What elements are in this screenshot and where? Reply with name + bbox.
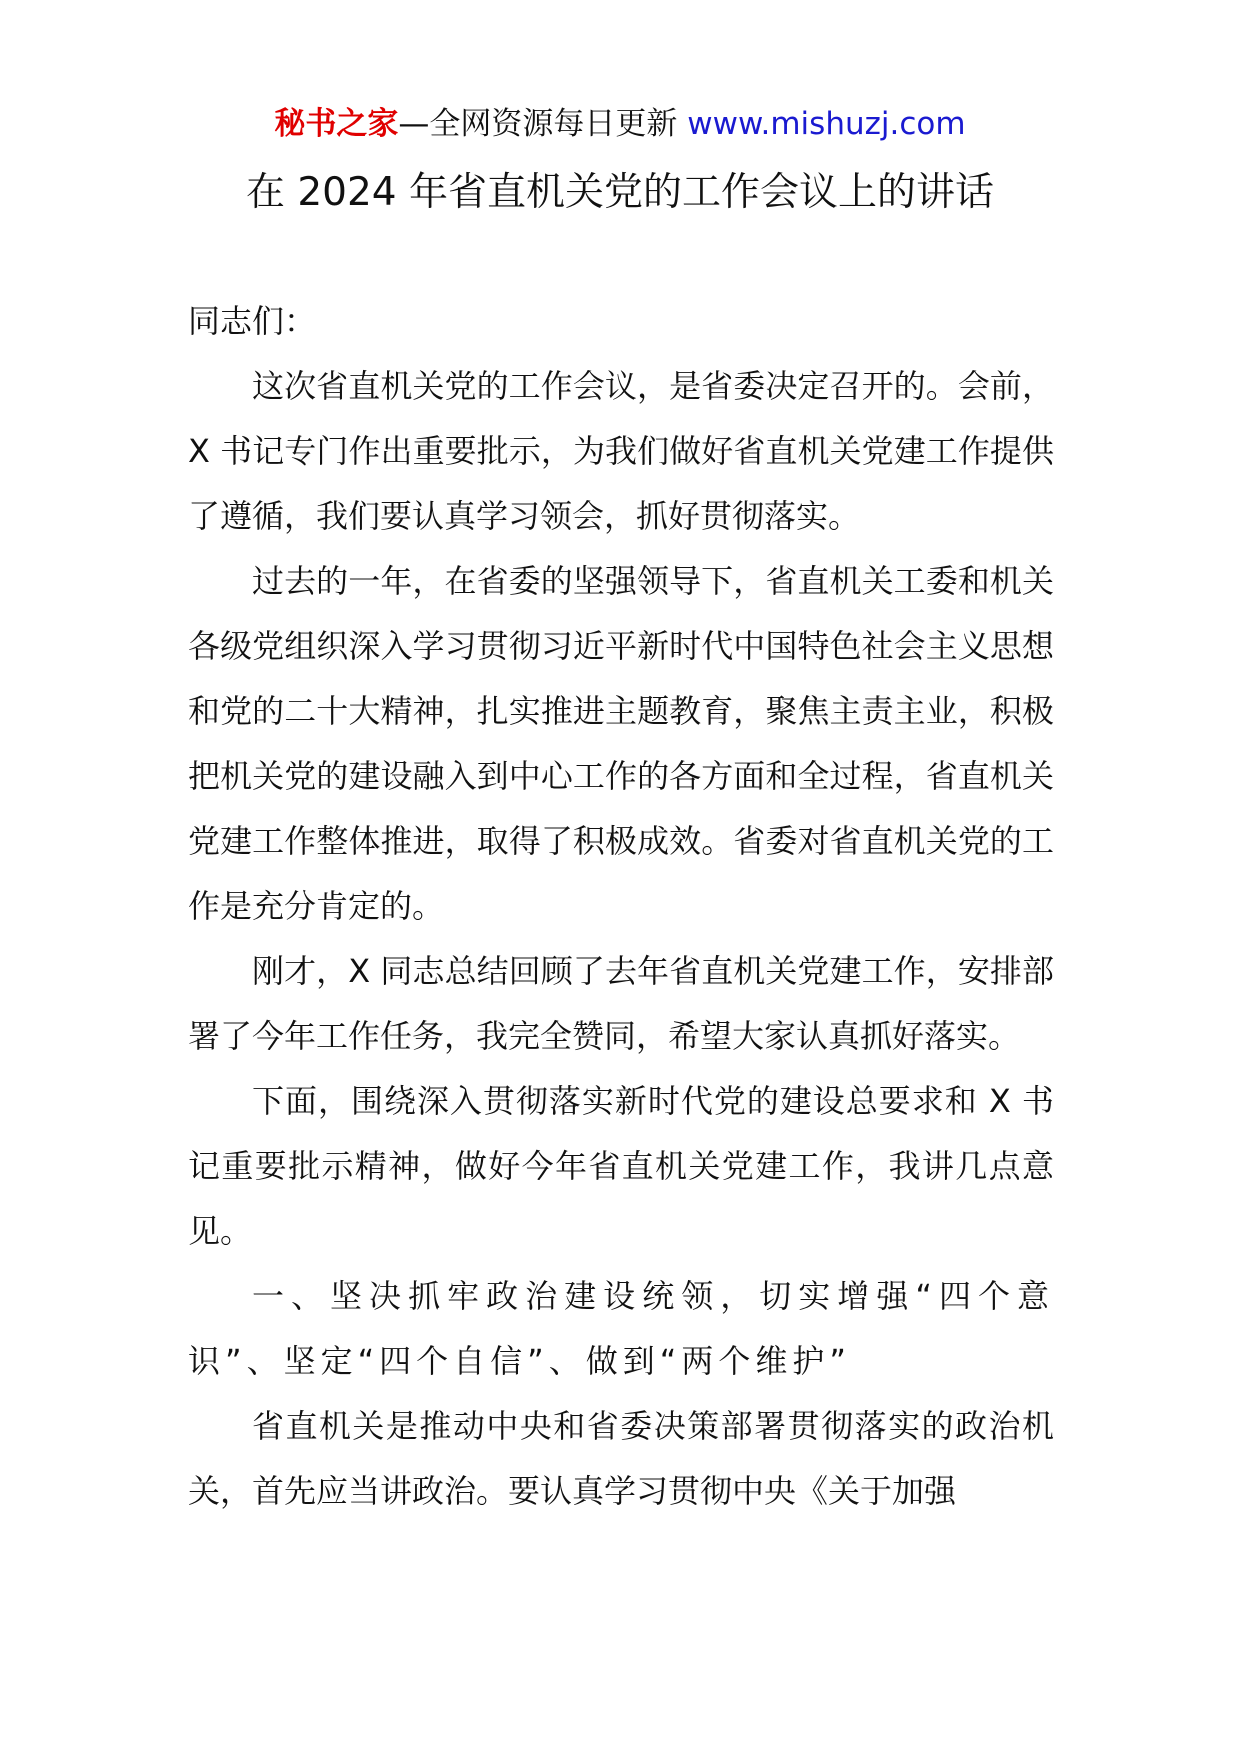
header-slogan: —全网资源每日更新 <box>398 106 688 142</box>
document-title: 在 2024 年省直机关党的工作会议上的讲话 <box>245 170 995 215</box>
site-header <box>0 100 1240 148</box>
paragraph-3: 刚才，X 同志总结回顾了去年省直机关党建工作，安排部署了今年工作任务，我完全赞同，希望大家认真抓好落实。 <box>188 952 1054 1055</box>
paragraph-4: 下面，围绕深入贯彻落实新时代党的建设总要求和 X 书记重要批示精神，做好今年省直机关党建工作，我讲几点意见。 <box>188 1082 1054 1250</box>
paragraph-1: 这次省直机关党的工作会议，是省委决定召开的。会前，X 书记专门作出重要批示，为我们做好省直机关党建工作提供了遵循，我们要认真学习领会，抓好贯彻落实。 <box>188 367 1054 535</box>
brand-name: 秘书之家 <box>274 106 399 142</box>
section-heading-1: 一、坚决抓牢政治建设统领，切实增强“四个意识”、坚定“四个自信”、做到“两个维护” <box>188 1277 1054 1380</box>
document-body <box>188 289 1054 1524</box>
salutation: 同志们： <box>188 302 317 340</box>
section-paragraph-1: 省直机关是推动中央和省委决策部署贯彻落实的政治机关，首先应当讲政治。要认真学习贯彻中央《关于加强 <box>188 1407 1054 1510</box>
site-url-link[interactable]: www.mishuzj.com <box>687 106 966 142</box>
paragraph-2: 过去的一年，在省委的坚强领导下，省直机关工委和机关各级党组织深入学习贯彻习近平新时代中国特色社会主义思想和党的二十大精神，扎实推进主题教育，聚焦主责主业，积极把机关党的建设融入到中心工作的各方面和全过程，省直机关党建工作整体推进，取得了积极成效。省委对省直机关党的工作是充分肯定的。 <box>188 562 1054 925</box>
